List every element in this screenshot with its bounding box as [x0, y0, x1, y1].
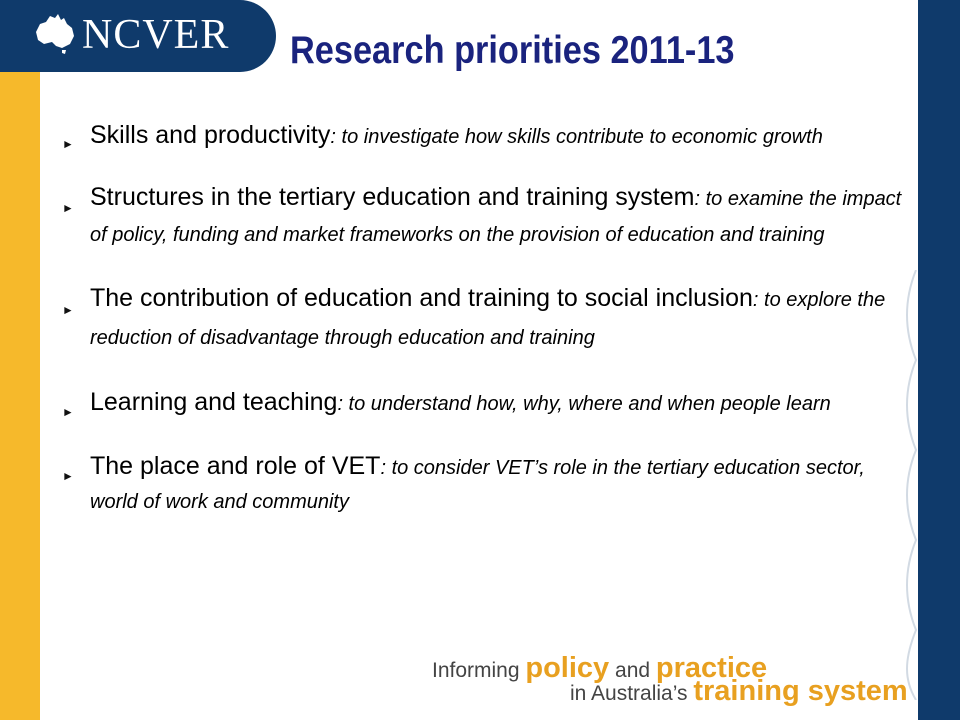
bullet-separator: :	[380, 457, 387, 479]
bullet-description: to explore the reduction of disadvantage through education and training	[90, 289, 886, 349]
bullet-item	[58, 280, 910, 358]
bullet-term: Structures in the tertiary education and training system	[90, 183, 695, 211]
bullet-description: to examine the impact of policy, funding and market frameworks on the provision of education and training	[90, 188, 902, 246]
tagline-line-2	[570, 676, 908, 711]
bullet-term: Skills and productivity	[90, 121, 331, 149]
bullet-separator: :	[694, 188, 701, 210]
tagline-text: and	[609, 659, 656, 682]
bullet-item	[58, 386, 910, 422]
australia-map-icon	[32, 10, 78, 56]
triangle-right-icon: ►	[62, 469, 74, 483]
bullet-term: Learning and teaching	[90, 388, 338, 416]
triangle-right-icon: ►	[62, 303, 74, 317]
tagline-emphasis: policy	[525, 652, 610, 684]
triangle-right-icon: ►	[62, 137, 74, 151]
tagline-text: in Australia’s	[570, 682, 694, 705]
bullet-separator: :	[337, 393, 343, 415]
bullet-description: to investigate how skills contribute to economic growth	[335, 126, 823, 148]
bullet-term: The contribution of education and training to social inclusion	[90, 284, 753, 312]
bullet-item	[58, 450, 910, 520]
logo-text: NCVER	[82, 12, 230, 58]
bullet-description: to consider VET’s role in the tertiary education sector, world of work and community	[90, 457, 865, 513]
tagline-emphasis: practice	[655, 652, 768, 684]
bullet-item	[58, 120, 910, 154]
slide-title: Research priorities 2011-13	[290, 29, 735, 72]
left-accent-bar	[0, 0, 40, 720]
bullet-term: The place and role of VET	[90, 452, 381, 480]
bullet-separator: :	[752, 289, 759, 311]
bullet-description: to understand how, why, where and when people learn	[343, 393, 831, 415]
bullet-item	[58, 180, 910, 254]
bullet-list	[58, 120, 910, 520]
bullet-separator: :	[330, 126, 336, 148]
ncver-logo	[0, 0, 276, 72]
tagline-emphasis: training system	[693, 675, 908, 707]
triangle-right-icon: ►	[62, 201, 74, 215]
right-accent-bar	[918, 0, 960, 720]
tagline-text: Informing	[432, 659, 526, 682]
triangle-right-icon: ►	[62, 405, 74, 419]
